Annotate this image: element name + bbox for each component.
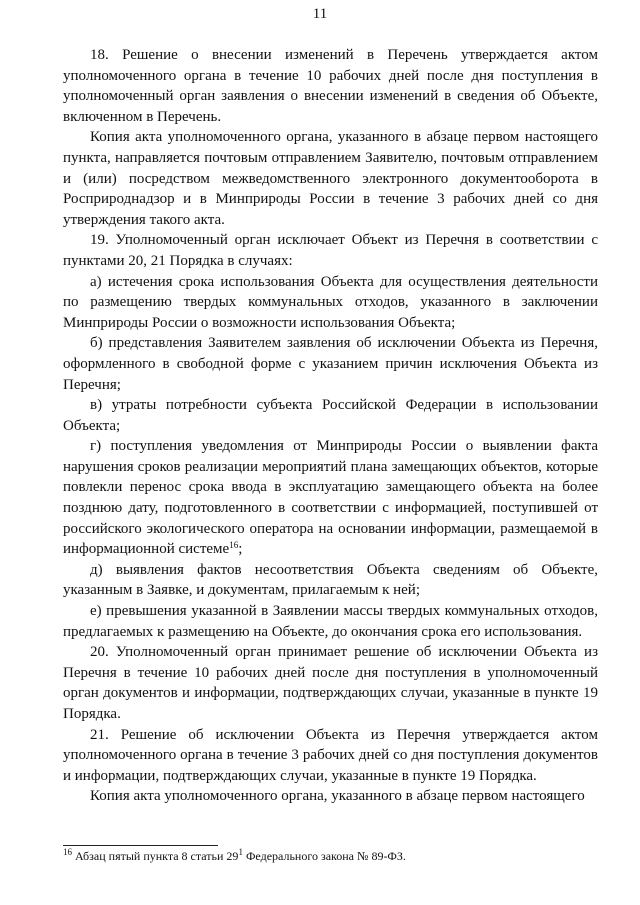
list-item-b: б) представления Заявителем заявления об исключении Объекта из Перечня, оформленного в свободной форме с указанием причин исключения Объекта из Перечня; [63,335,598,393]
footnote-text-after: Федерального закона № 89-ФЗ. [242,849,406,863]
paragraph-18: 18. Решение о внесении изменений в Перечень утверждается актом уполномоченного органа в течение 10 рабочих дней после дня поступления в уполномоченный орган заявления о внесении изменений в сведения об Объекте, включенном в Перечень. [63,47,598,125]
footnote-separator [63,845,218,846]
page-number: 11 [312,6,328,22]
list-item-d: д) выявления фактов несоответствия Объекта сведениям об Объекте, указанным в Заявке, и документам, прилагаемым к ней; [63,561,598,599]
body-text [63,45,598,807]
paragraph-18-copy: Копия акта уполномоченного органа, указанного в абзаце первом настоящего пункта, направляется почтовым отправлением Заявителю, почтовым отправлением и (или) посредством межведомственного электронного документооборота в Росприроднадзор и в Минприроды России в течение 3 рабочих дней со дня утверждения такого акта. [63,129,598,228]
list-item-e: е) превышения указанной в Заявлении массы твердых коммунальных отходов, предлагаемых к размещению на Объекте, до окончания срока его использования. [63,603,598,640]
paragraph-21: 21. Решение об исключении Объекта из Перечня утверждается актом уполномоченного органа в течение 3 рабочих дней со дня поступления документов и информации, подтверждающих случаи, указанные в пункте 19 Порядка. [63,726,598,784]
list-item-g [63,436,598,560]
footnote [63,849,598,864]
footnote-marker: 16 [63,847,72,857]
list-item-v: в) утраты потребности субъекта Российской Федерации в использовании Объекта; [63,397,598,434]
paragraph-21-copy: Копия акта уполномоченного органа, указанного в абзаце первом настоящего [90,788,585,805]
footnote-article-sup: 1 [238,847,243,857]
footnote-text-before: Абзац пятый пункта 8 статьи 29 [72,849,239,863]
paragraph-19: 19. Уполномоченный орган исключает Объект из Перечня в соответствии с пунктами 20, 21 Порядка в случаях: [63,232,598,269]
list-item-g-tail: ; [238,541,243,558]
list-item-g-text: г) поступления уведомления от Минприроды России о выявлении факта нарушения сроков реализации мероприятий плана замещающих объектов, которые повлекли перенос срока ввода в эксплуатацию замещающего объекта на более позднюю дату, подготовленного в соответствии с информацией, поступившей от российского экологического оператора на основании информации, размещаемой в информационной системе [63,438,598,558]
paragraph-20: 20. Уполномоченный орган принимает решение об исключении Объекта из Перечня в течение 10 рабочих дней после дня поступления в уполномоченный орган документов и информации, подтверждающих случаи, указанные в пункте 19 Порядка. [63,644,598,722]
footnote-reference: 16 [229,540,239,551]
list-item-a: а) истечения срока использования Объекта для осуществления деятельности по размещению твердых коммунальных отходов, указанного в заключении Минприроды России о возможности использования Объекта; [63,273,598,331]
